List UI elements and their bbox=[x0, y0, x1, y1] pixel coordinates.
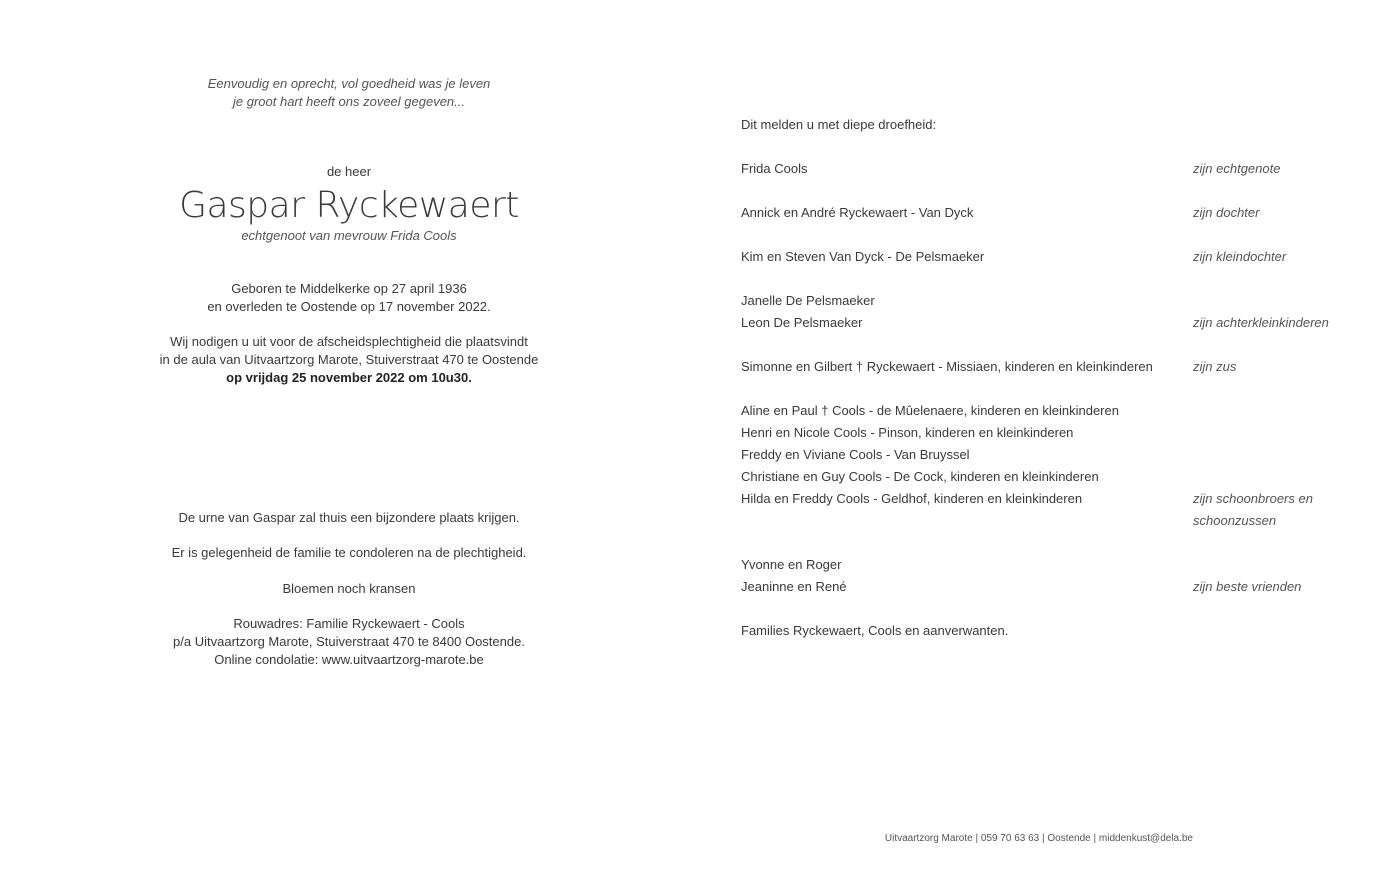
poem bbox=[150, 75, 548, 111]
family-group bbox=[741, 246, 1381, 268]
family-name: Frida Cools bbox=[741, 161, 808, 176]
family-relation: zijn schoonbroers en schoonzussen bbox=[1193, 491, 1313, 528]
address-line: Rouwadres: Familie Ryckewaert - Cools bbox=[233, 616, 465, 631]
family-name: Leon De Pelsmaeker bbox=[741, 315, 863, 330]
family-name: Simonne en Gilbert † Ryckewaert - Missiaen, kinderen en kleinkinderen bbox=[741, 359, 1153, 374]
mourning-address bbox=[150, 615, 548, 669]
urn-note: De urne van Gaspar zal thuis een bijzondere plaats krijgen. bbox=[178, 510, 520, 525]
family-relation: zijn beste vrienden bbox=[1193, 579, 1302, 594]
family-group bbox=[741, 400, 1381, 528]
family-relation: zijn dochter bbox=[1193, 205, 1260, 220]
family-name: Hilda en Freddy Cools - Geldhof, kinderen en kleinkinderen bbox=[741, 491, 1083, 506]
family-name: Kim en Steven Van Dyck - De Pelsmaeker bbox=[741, 249, 985, 264]
funeral-home-footer: Uitvaartzorg Marote | 059 70 63 63 | Oostende | middenkust@dela.be bbox=[884, 833, 1193, 844]
family-group bbox=[741, 620, 1381, 642]
family-group bbox=[741, 356, 1381, 378]
poem-line: Eenvoudig en oprecht, vol goedheid was je leven bbox=[207, 76, 491, 91]
family-names bbox=[741, 620, 1381, 642]
family-name: Aline en Paul † Cools - de Mûelenaere, kinderen en kleinkinderen bbox=[741, 403, 1119, 418]
family-name: Families Ryckewaert, Cools en aanverwanten. bbox=[741, 623, 1009, 638]
ceremony-invitation bbox=[150, 333, 548, 387]
family-name: Janelle De Pelsmaeker bbox=[741, 293, 875, 308]
family-relation: zijn achterkleinkinderen bbox=[1193, 315, 1329, 330]
birth-line: Geboren te Middelkerke op 27 april 1936 bbox=[231, 281, 467, 296]
family-name: Yvonne en Roger bbox=[741, 557, 842, 572]
family-group bbox=[741, 290, 1381, 334]
address-line: p/a Uitvaartzorg Marote, Stuiverstraat 470 te 8400 Oostende. bbox=[173, 634, 525, 649]
death-line: en overleden te Oostende op 17 november 2022. bbox=[207, 299, 491, 314]
condolence-note: Er is gelegenheid de familie te condoleren na de plechtigheid. bbox=[171, 545, 527, 560]
ceremony-line: in de aula van Uitvaartzorg Marote, Stuiverstraat 470 te Oostende bbox=[159, 352, 539, 367]
online-condolence-link[interactable]: Online condolatie: www.uitvaartzorg-marote.be bbox=[214, 652, 484, 667]
spouse-line: echtgenoot van mevrouw Frida Cools bbox=[241, 228, 457, 243]
family-name: Jeaninne en René bbox=[741, 579, 847, 594]
family-name: Annick en André Ryckewaert - Van Dyck bbox=[741, 205, 974, 220]
family-group bbox=[741, 158, 1381, 180]
ceremony-line: Wij nodigen u uit voor de afscheidsplechtigheid die plaatsvindt bbox=[170, 334, 528, 349]
family-group bbox=[741, 554, 1381, 598]
honorific: de heer bbox=[326, 164, 372, 179]
deceased-name: Gaspar Ryckewaert bbox=[179, 185, 519, 226]
family-relation: zijn echtgenote bbox=[1193, 161, 1281, 176]
family-relation: zijn zus bbox=[1193, 359, 1237, 374]
flowers-note: Bloemen noch kransen bbox=[282, 581, 416, 596]
family-name: Henri en Nicole Cools - Pinson, kinderen en kleinkinderen bbox=[741, 425, 1074, 440]
family-relation: zijn kleindochter bbox=[1193, 249, 1287, 264]
birth-death-dates bbox=[150, 280, 548, 316]
family-group bbox=[741, 202, 1381, 224]
family-name: Christiane en Guy Cools - De Cock, kinderen en kleinkinderen bbox=[741, 469, 1099, 484]
family-name: Freddy en Viviane Cools - Van Bruyssel bbox=[741, 447, 970, 462]
announcement-intro: Dit melden u met diepe droefheid: bbox=[741, 117, 937, 132]
poem-line: je groot hart heeft ons zoveel gegeven... bbox=[233, 94, 465, 109]
ceremony-date: op vrijdag 25 november 2022 om 10u30. bbox=[226, 370, 472, 385]
